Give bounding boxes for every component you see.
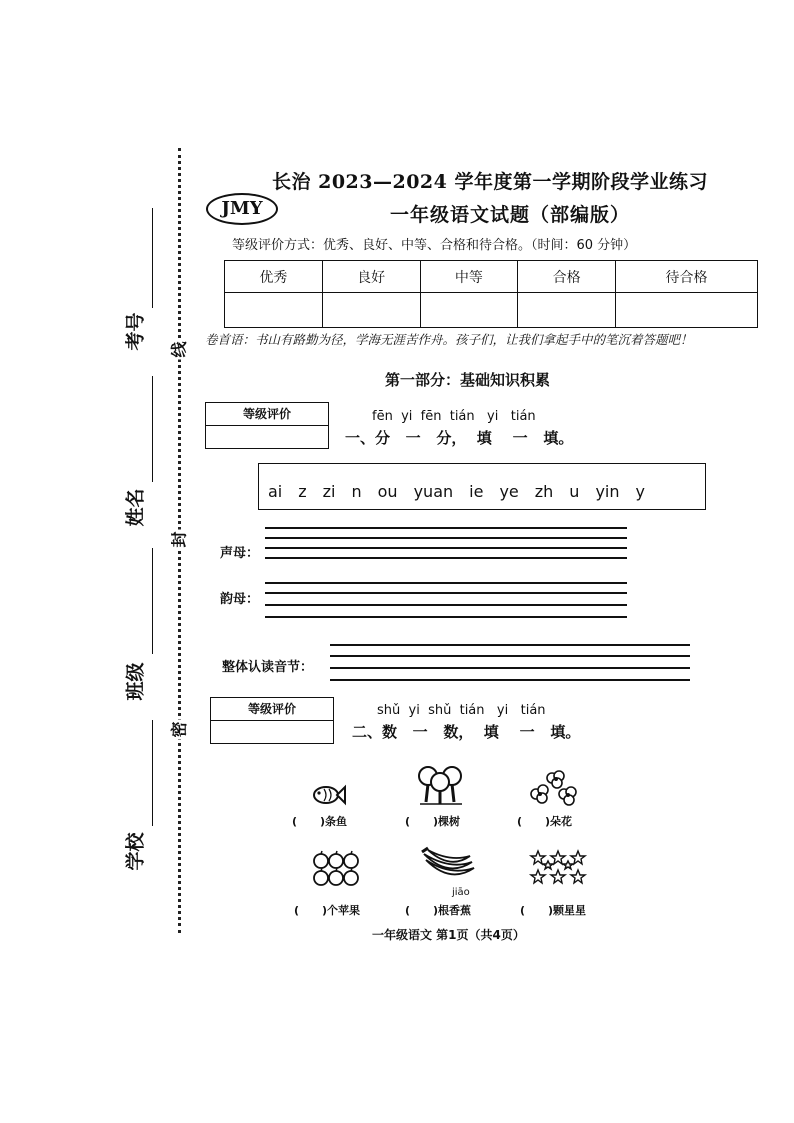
star-icon (530, 850, 586, 886)
class-label: 班级 (124, 662, 147, 701)
syllable: z (298, 482, 307, 501)
exam-no-label: 考号 (124, 312, 147, 351)
q1-grade-box-label: 等级评价 (206, 403, 328, 426)
banana-pinyin: jiāo (452, 887, 470, 898)
name-line (152, 376, 153, 482)
syllable: zh (534, 482, 554, 501)
yunmu-answer-area[interactable] (265, 582, 627, 618)
grade-header-medium: 中等 (420, 261, 518, 293)
grade-cell-excellent[interactable] (225, 293, 323, 328)
school-label: 学校 (124, 832, 147, 871)
syllable: n (351, 482, 362, 501)
seal-char-seal: 封 (167, 530, 190, 550)
syllable: ie (469, 482, 484, 501)
q2-pinyin: shǔ yi shǔ tián yi tián (377, 703, 546, 718)
shengmu-answer-area[interactable] (265, 527, 627, 559)
q1-title: 一、分 一 分， 填 一 填。 (345, 429, 574, 447)
item-star-label[interactable]: ( )颗星星 (520, 904, 587, 917)
q1-grade-box-cell[interactable] (206, 426, 328, 448)
syllable: ou (377, 482, 398, 501)
rating-method: 等级评价方式：优秀、良好、中等、合格和待合格。（时间：60 分钟） (232, 238, 637, 253)
item-tree-label[interactable]: ( )棵树 (405, 815, 461, 828)
q2-grade-box (210, 697, 334, 744)
item-banana-label[interactable]: ( )根香蕉 (405, 904, 472, 917)
part1-title: 第一部分：基础知识积累 (385, 371, 551, 389)
seal-char-line: 线 (167, 340, 190, 360)
syllable-list (268, 482, 661, 501)
jmy-logo: JMY (206, 193, 278, 225)
syllable: ye (499, 482, 519, 501)
q1-grade-box (205, 402, 329, 449)
q1-pinyin: fēn yi fēn tián yi tián (372, 409, 536, 424)
syllable: ai (268, 482, 283, 501)
grade-cell-good[interactable] (322, 293, 420, 328)
yunmu-label: 韵母： (220, 592, 260, 607)
grade-cell-pending[interactable] (616, 293, 758, 328)
grade-header-pass: 合格 (518, 261, 616, 293)
apple-icon (312, 851, 360, 887)
name-label: 姓名 (124, 488, 147, 527)
page-title: 长治 2023—2024 学年度第一学期阶段学业练习 (272, 171, 708, 193)
item-apple-label[interactable]: ( )个苹果 (294, 904, 361, 917)
syllable: yin (595, 482, 620, 501)
grade-header-excellent: 优秀 (225, 261, 323, 293)
page-subtitle: 一年级语文试题（部编版） (389, 204, 630, 226)
shengmu-label: 声母： (220, 546, 260, 561)
item-flower-label[interactable]: ( )朵花 (517, 815, 573, 828)
grade-cell-pass[interactable] (518, 293, 616, 328)
page-footer: 一年级语文 第1页（共4页） (372, 928, 525, 942)
preface-text: 卷首语：书山有路勤为径，学海无涯苦作舟。孩子们，让我们拿起手中的笔沉着答题吧！ (205, 332, 693, 347)
q2-grade-box-label: 等级评价 (211, 698, 333, 721)
syllable: yuan (413, 482, 454, 501)
syllable: u (569, 482, 580, 501)
tree-icon (416, 764, 466, 806)
grade-header-good: 良好 (322, 261, 420, 293)
item-fish-label[interactable]: ( )条鱼 (292, 815, 348, 828)
class-line (152, 548, 153, 654)
syllable: y (635, 482, 645, 501)
q2-grade-box-cell[interactable] (211, 721, 333, 743)
seal-char-secret: 密 (167, 720, 190, 740)
grade-table (224, 260, 758, 328)
grade-header-pending: 待合格 (616, 261, 758, 293)
grade-cell-medium[interactable] (420, 293, 518, 328)
school-line (152, 720, 153, 826)
zhengti-answer-area[interactable] (330, 644, 690, 682)
banana-icon (420, 848, 476, 884)
flower-icon (526, 770, 578, 808)
syllable: zi (322, 482, 336, 501)
q2-title: 二、数 一 数， 填 一 填。 (352, 723, 581, 741)
fish-icon (312, 784, 346, 806)
zhengti-label: 整体认读音节： (222, 660, 314, 675)
exam-no-line (152, 208, 153, 308)
